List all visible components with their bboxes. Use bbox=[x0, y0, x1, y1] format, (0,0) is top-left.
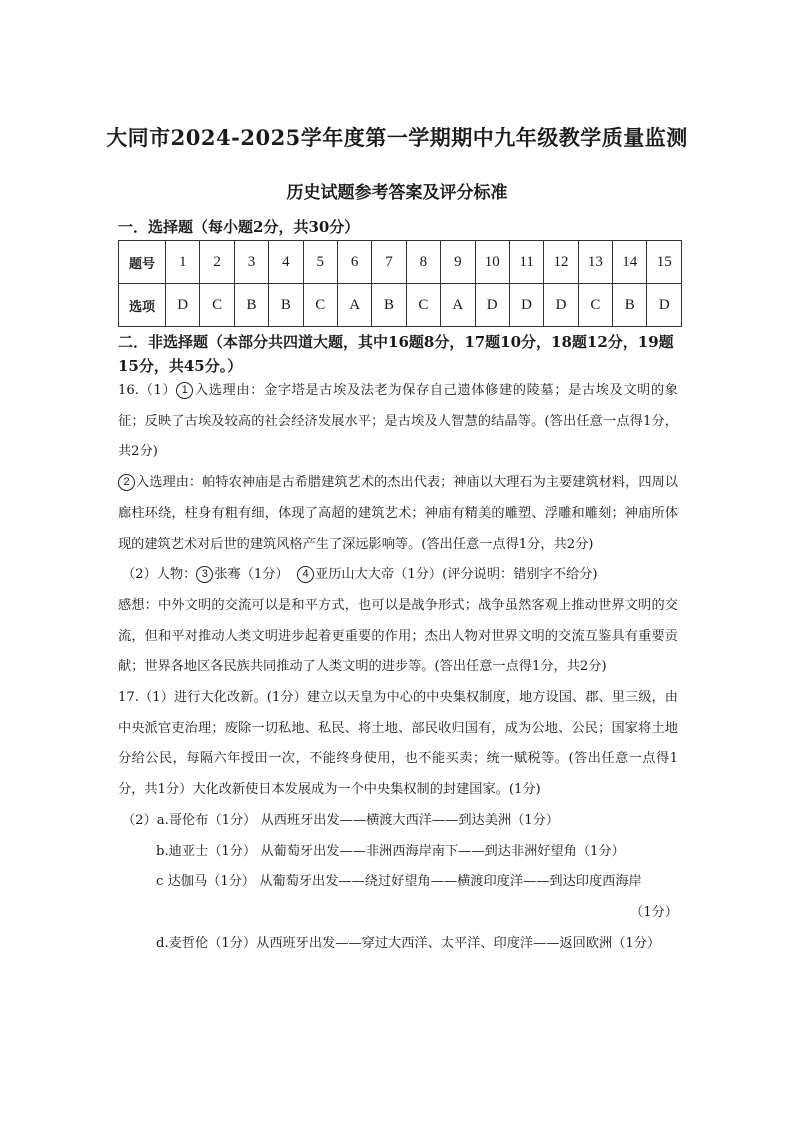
question-number: 7 bbox=[372, 241, 406, 284]
answer-choice: B bbox=[372, 284, 406, 327]
q17-part1: 17.（1）进行大化改新。(1分）建立以天皇为中心的中央集权制度，地方设国、郡、里三级，由中央派官吏治理；废除一切私地、私民、将土地、部民收归国有，成为公地、公民；国家将土地分给公民，每隔六年授田一次，不能终身使用，也不能买卖；统一赋税等。(答出任意一点得1分，共1分）大化改新使日本发展成为一个中央集权制的封建国家。(1分) bbox=[118, 690, 678, 798]
page-subtitle: 历史试题参考答案及评分标准 bbox=[286, 183, 508, 203]
q16-part2-persons bbox=[118, 560, 678, 591]
question-number: 14 bbox=[613, 241, 647, 284]
answer-choice: C bbox=[406, 284, 440, 327]
answer-choice: C bbox=[578, 284, 612, 327]
q16-part2-prefix: （2）人物： bbox=[122, 567, 197, 583]
q16-person-b: 亚历山大大帝（1分）(评分说明：错别字不给分) bbox=[315, 567, 598, 583]
q16-reflection: 感想：中外文明的交流可以是和平方式，也可以是战争形式；战争虽然客观上推动世界文明的交流，但和平对推动人类文明进步起着更重要的作用；杰出人物对世界文明的交流互鉴具有重要贡献；世界各地区各民族共同推动了人类文明的进步等。(答出任意一点得1分，共2分) bbox=[118, 597, 678, 675]
circled-number-3: 3 bbox=[196, 566, 213, 583]
answer-choice: D bbox=[544, 284, 578, 327]
q17-item-b: b.迪亚士（1分） 从葡萄牙出发——非洲西海岸南下——到达非洲好望角（1分） bbox=[156, 843, 625, 859]
q17-item-c: c 达伽马（1分） 从葡萄牙出发——绕过好望角——横渡印度洋——到达印度西海岸 bbox=[156, 874, 642, 890]
answer-row bbox=[119, 284, 682, 327]
answer-choice: C bbox=[200, 284, 234, 327]
answer-body bbox=[118, 376, 678, 959]
question-number: 12 bbox=[544, 241, 578, 284]
q16-part1-pyramid bbox=[118, 376, 678, 468]
question-number-row bbox=[119, 241, 682, 284]
answer-choice: A bbox=[441, 284, 475, 327]
answer-table bbox=[118, 240, 682, 327]
q17-item-a: （2）a.哥伦布（1分） 从西班牙出发——横渡大西洋——到达美洲（1分） bbox=[122, 812, 560, 828]
question-number: 11 bbox=[509, 241, 543, 284]
q16-part1-parthenon bbox=[118, 468, 678, 560]
answer-choice: B bbox=[613, 284, 647, 327]
row-label-answer: 选项 bbox=[119, 284, 166, 327]
question-number: 2 bbox=[200, 241, 234, 284]
answer-choice: D bbox=[509, 284, 543, 327]
q16-person-a: 张骞（1分） bbox=[214, 567, 289, 583]
question-number: 4 bbox=[269, 241, 303, 284]
section-1-heading: 一．选择题（每小题2分，共30分） bbox=[118, 218, 360, 236]
q16-parthenon-text: 入选理由：帕特农神庙是古希腊建筑艺术的杰出代表；神庙以大理石为主要建筑材料，四周以廊柱环绕，柱身有粗有细，体现了高超的建筑艺术；神庙有精美的雕塑、浮雕和雕刻；神庙所体现的建筑艺术对后世的建筑风格产生了深远影响等。(答出任意一点得1分，共2分) bbox=[118, 475, 678, 552]
answer-choice: D bbox=[475, 284, 509, 327]
q16-pyramid-text: 入选理由：金字塔是古埃及法老为保存自己遗体修建的陵墓；是古埃及文明的象征；反映了古埃及较高的社会经济发展水平；是古埃及人智慧的结晶等。(答出任意一点得1分，共2分) bbox=[118, 383, 678, 460]
question-number: 8 bbox=[406, 241, 440, 284]
answer-choice: D bbox=[166, 284, 200, 327]
answer-choice: B bbox=[269, 284, 303, 327]
answer-choice: D bbox=[647, 284, 682, 327]
section-2-heading: 二．非选择题（本部分共四道大题，其中16题8分，17题10分，18题12分，19题15分，共45分。） bbox=[118, 333, 674, 375]
q17-item-c-score: （1分） bbox=[630, 904, 678, 920]
question-number: 9 bbox=[441, 241, 475, 284]
question-number: 3 bbox=[234, 241, 268, 284]
question-number: 5 bbox=[303, 241, 337, 284]
answer-choice: A bbox=[337, 284, 371, 327]
q17-item-d: d.麦哲伦（1分）从西班牙出发——穿过大西洋、太平洋、印度洋——返回欧洲（1分） bbox=[156, 935, 661, 951]
question-number: 1 bbox=[166, 241, 200, 284]
answer-choice: C bbox=[303, 284, 337, 327]
question-number: 15 bbox=[647, 241, 682, 284]
question-number: 10 bbox=[475, 241, 509, 284]
question-number: 6 bbox=[337, 241, 371, 284]
row-label-number: 题号 bbox=[119, 241, 166, 284]
answer-choice: B bbox=[234, 284, 268, 327]
circled-number-2: 2 bbox=[118, 474, 135, 491]
circled-number-4: 4 bbox=[297, 566, 314, 583]
page-title: 大同市2024-2025学年度第一学期期中九年级教学质量监测 bbox=[106, 125, 688, 150]
circled-number-1: 1 bbox=[176, 382, 193, 399]
question-number: 13 bbox=[578, 241, 612, 284]
q16-number: 16.（1） bbox=[118, 383, 177, 398]
